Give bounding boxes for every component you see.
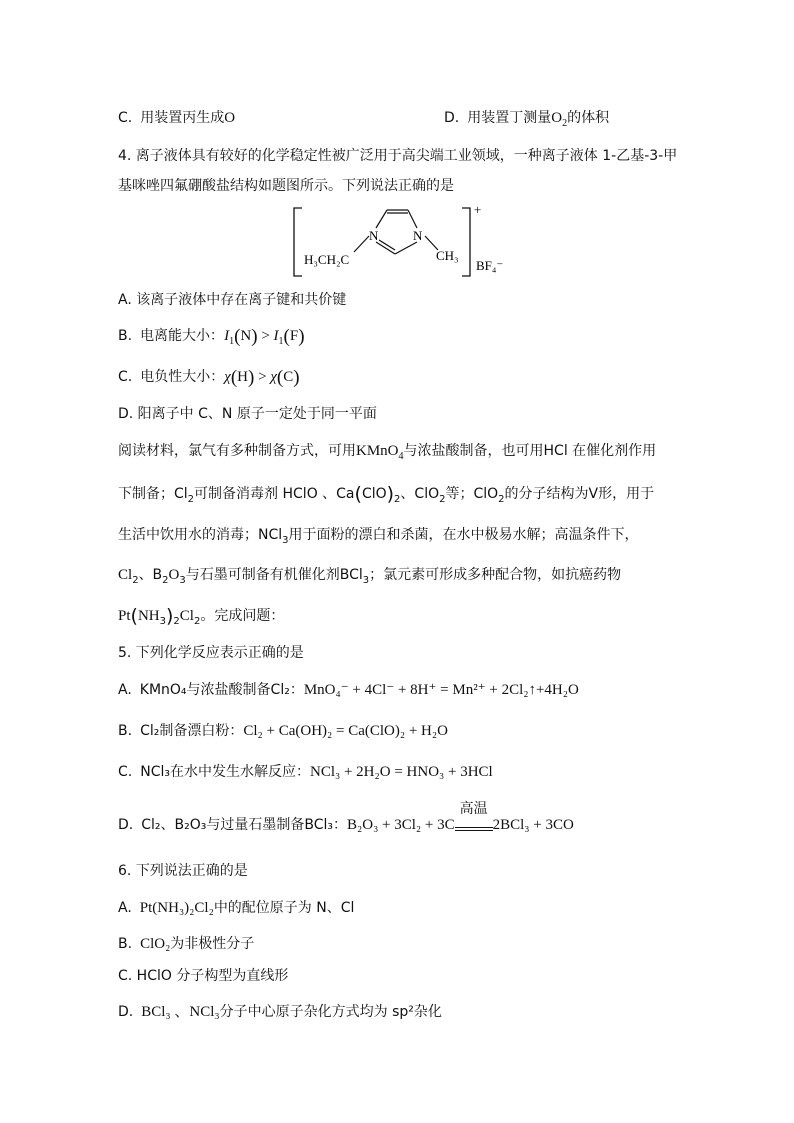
ionization-comparison: [224, 326, 305, 347]
paren-open: (: [354, 483, 362, 505]
subscript: 2: [439, 493, 446, 505]
text: ClO: [361, 486, 387, 502]
formula: O: [224, 110, 236, 126]
symbol-chi: χ: [270, 369, 277, 385]
ring-bond: [376, 210, 387, 228]
formula-text: NH: [137, 608, 160, 624]
option-text: 电离能大小：: [140, 328, 225, 344]
equals-bars: [455, 827, 493, 831]
reading-line-5: [118, 606, 284, 626]
option-text: Cl₂制备漂白粉：: [140, 723, 244, 739]
option-label: D.: [444, 110, 460, 126]
option-label: D.: [118, 817, 134, 833]
ethyl-bond: [354, 236, 369, 252]
text: 用于面粉的漂白和杀菌，在水中极易水解；高温条件下，: [288, 527, 639, 543]
paren-close: ): [293, 367, 300, 388]
subscript: 3: [179, 574, 186, 586]
option-text: KMnO₄与浓盐酸制备Cl₂：: [139, 682, 304, 698]
symbol-chi: χ: [224, 369, 231, 385]
ring-bond: [408, 210, 417, 228]
q4-option-b: [118, 326, 305, 347]
text: 与浓盐酸制备，也可用HCl 在催化剂作用: [403, 443, 657, 459]
formula-element: O: [551, 110, 563, 126]
paren-close: ): [251, 326, 258, 347]
q6-stem: 6. 下列说法正确的是: [118, 863, 248, 879]
subscript: 1: [229, 336, 235, 347]
text: 下制备；Cl: [118, 486, 188, 502]
formula-text: O: [168, 567, 180, 583]
formula-kmno4: [356, 443, 404, 462]
option-text: NCl₃在水中发生水解反应：: [140, 764, 310, 780]
text: 的分子结构为V形，用于: [504, 486, 655, 502]
formula-text: Pt: [118, 608, 131, 624]
option-label: C.: [118, 764, 133, 780]
cation-charge: +: [474, 202, 482, 217]
paren-close: ): [248, 367, 255, 388]
q6-option-d: [118, 1002, 442, 1022]
paren-open: (: [276, 367, 284, 388]
ethyl-group: H₃CH₂C: [304, 252, 350, 267]
reaction-condition-arrow: [455, 801, 493, 831]
option-label: B.: [118, 723, 133, 739]
formula-subscript: 2: [562, 118, 568, 129]
option-label: D.: [118, 1004, 134, 1020]
subscript: 2: [187, 493, 195, 505]
text: 、B: [138, 567, 163, 583]
q6-option-a: [118, 898, 354, 918]
subscript: 3: [362, 574, 370, 586]
q5-option-c: [118, 762, 493, 782]
option-text: 用装置丁测量: [467, 110, 552, 126]
subscript: 3: [159, 615, 166, 627]
text: 可制备消毒剂 HClO 、Ca: [194, 486, 355, 502]
subscript: 3: [282, 534, 289, 546]
option-label: A.: [118, 900, 132, 916]
option-label: A.: [118, 682, 132, 698]
paren-open: (: [283, 326, 290, 347]
q4-stem-line-2: 基咪唑四氟硼酸盐结构如题图所示。下列说法正确的是: [118, 178, 454, 194]
q6-option-b: [118, 934, 254, 954]
paren-close: ): [298, 326, 305, 347]
reading-line-2: [118, 484, 654, 504]
option-text: 为非极性分子: [170, 936, 255, 952]
right-bracket: [462, 208, 470, 276]
q6-option-c: C. HClO 分子构型为直线形: [118, 968, 289, 984]
text: ；氯元素可形成多种配合物，如抗癌药物: [369, 567, 622, 583]
element: N: [240, 328, 252, 344]
option-text: 电负性大小：: [140, 369, 225, 385]
text: 。完成问题：: [200, 608, 285, 624]
q5-option-a: [118, 680, 579, 700]
operator: >: [258, 369, 267, 385]
anion-label: BF₄⁻: [476, 258, 504, 273]
ring-bond: [395, 242, 417, 254]
equation-left: B₂O₃ + 3Cl₂ + 3C: [347, 817, 455, 833]
option-label: C.: [118, 110, 133, 126]
q3-option-d: [444, 108, 609, 128]
option-label: C.: [118, 369, 133, 385]
text: 、ClO: [400, 486, 440, 502]
subscript: 2: [162, 574, 169, 586]
subscript: 2: [173, 615, 180, 627]
q5-option-b: [118, 721, 448, 741]
reading-line-1: [118, 441, 656, 461]
option-text: 用装置丙生成: [140, 110, 225, 126]
subscript: 1: [278, 336, 284, 347]
subscript: 2: [132, 574, 139, 586]
electronegativity-comparison: [224, 367, 300, 388]
q4-option-a: A. 该离子液体中存在离子键和共价键: [118, 292, 347, 308]
option-text: 中的配位原子为 N、Cl: [213, 900, 355, 916]
reading-line-3: [118, 525, 639, 545]
option-text-tail: 的体积: [567, 110, 610, 126]
q4-option-c: [118, 367, 300, 388]
element: F: [289, 328, 299, 344]
formula-text: Cl: [118, 567, 133, 583]
q5-option-d: [118, 801, 574, 835]
formula: [551, 110, 568, 129]
paren-close: ): [165, 605, 174, 627]
operator: >: [261, 328, 270, 344]
paren-open: (: [130, 605, 138, 627]
subscript: 2: [394, 493, 401, 505]
q3-option-c: [118, 108, 235, 128]
text: 生活中饮用水的消毒；NCl: [118, 527, 283, 543]
equation: MnO₄⁻ + 4Cl⁻ + 8H⁺ = Mn²⁺ + 2Cl₂↑+4H₂O: [303, 682, 579, 698]
paren-close: ): [386, 483, 395, 505]
ring-n-1: N: [369, 228, 379, 243]
element: C: [283, 369, 294, 385]
equation: Cl₂ + Ca(OH)₂ = Ca(ClO)₂ + H₂O: [243, 723, 448, 739]
paren-open: (: [234, 326, 241, 347]
methyl-group: CH₃: [436, 248, 459, 263]
equation-right: 2BCl₃ + 3CO: [492, 817, 574, 833]
equation: NCl₃ + 2H₂O = HNO₃ + 3HCl: [309, 764, 493, 780]
symbol-i: I: [224, 328, 230, 344]
formula: BCl₃ 、NCl₃: [141, 1004, 220, 1020]
formula-text: KMnO: [356, 443, 399, 459]
formula-subscript: 4: [398, 451, 404, 462]
text: 与石墨可制备有机催化剂BCl: [185, 567, 363, 583]
option-label: B.: [118, 328, 133, 344]
q5-stem: 5. 下列化学反应表示正确的是: [118, 645, 304, 661]
q4-stem-line-1: 4. 离子液体具有较好的化学稳定性被广泛用于高尖端工业领域，一种离子液体 1-乙基-3-甲: [118, 148, 678, 164]
option-text: Cl₂、B₂O₃与过量石墨制备BCl₃：: [141, 817, 347, 833]
q4-option-d: D. 阳离子中 C、N 原子一定处于同一平面: [118, 406, 377, 422]
option-text: 分子中心原子杂化方式均为 sp²杂化: [219, 1004, 442, 1020]
option-label: B.: [118, 936, 133, 952]
symbol-i: I: [273, 328, 279, 344]
imidazolium-structure-figure: [290, 200, 520, 284]
reaction-condition: 高温: [459, 801, 488, 817]
subscript: 2: [193, 615, 201, 627]
formula: Pt(NH₃)₂Cl₂: [139, 900, 214, 916]
subscript: 2: [498, 493, 505, 505]
left-bracket: [294, 208, 302, 276]
text: 阅读材料，氯气有多种制备方式，可用: [118, 443, 356, 459]
formula: ClO₂: [140, 936, 171, 952]
paren-open: (: [230, 367, 238, 388]
element: H: [237, 369, 249, 385]
ring-n-3: N: [413, 228, 423, 243]
reading-line-4: [118, 565, 621, 585]
formula-text: Cl: [179, 608, 194, 624]
text: 等；ClO: [445, 486, 499, 502]
